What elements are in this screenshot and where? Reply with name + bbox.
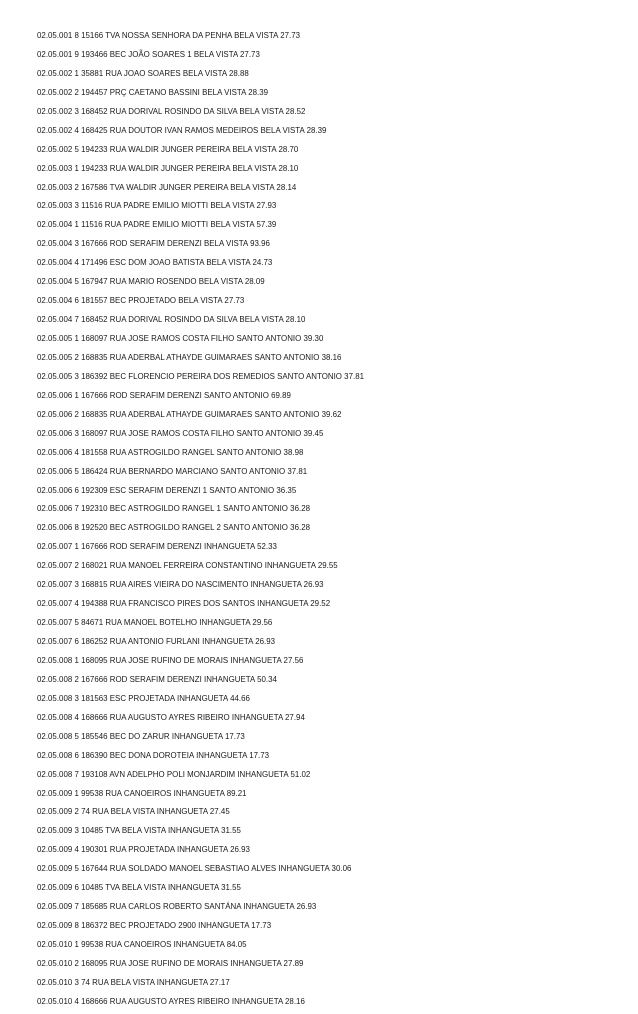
record-line: 02.05.010 2 168095 RUA JOSE RUFINO DE MORAIS INHANGUETA 27.89 [37,958,304,968]
record-line: 02.05.007 2 168021 RUA MANOEL FERREIRA CONSTANTINO INHANGUETA 29.55 [37,561,338,571]
record-line: 02.05.008 7 193108 AVN ADELPHO POLI MONJARDIM INHANGUETA 51.02 [37,769,311,779]
record-line: 02.05.009 2 74 RUA BELA VISTA INHANGUETA 27.45 [37,807,230,817]
record-line: 02.05.007 6 186252 RUA ANTONIO FURLANI INHANGUETA 26.93 [37,637,276,646]
record-line: 02.05.008 2 167666 ROD SERAFIM DERENZI INHANGUETA 50.34 [37,674,277,684]
record-line: 02.05.006 5 186424 RUA BERNARDO MARCIANO SANTO ANTONIO 37.81 [37,466,308,476]
record-line: 02.05.007 1 167666 ROD SERAFIM DERENZI INHANGUETA 52.33 [37,542,277,552]
record-line: 02.05.006 8 192520 BEC ASTROGILDO RANGEL 2 SANTO ANTONIO 36.28 [37,523,311,533]
record-line: 02.05.008 4 168666 RUA AUGUSTO AYRES RIBEIRO INHANGUETA 27.94 [37,712,305,722]
record-line: 02.05.006 4 181558 RUA ASTROGILDO RANGEL SANTO ANTONIO 38.98 [37,447,304,457]
record-line: 02.05.002 3 168452 RUA DORIVAL ROSINDO DA SILVA BELA VISTA 28.52 [37,106,306,116]
record-line: 02.05.004 5 167947 RUA MARIO ROSENDO BELA VISTA 28.09 [37,277,265,287]
record-line: 02.05.006 7 192310 BEC ASTROGILDO RANGEL 1 SANTO ANTONIO 36.28 [37,504,311,514]
record-line: 02.05.007 4 194388 RUA FRANCISCO PIRES DOS SANTOS INHANGUETA 29.52 [37,599,331,609]
record-line: 02.05.001 8 15166 TVA NOSSA SENHORA DA PENHA BELA VISTA 27.73 [37,31,301,40]
record-line: 02.05.004 3 167666 ROD SERAFIM DERENZI BELA VISTA 93.96 [37,239,270,249]
record-line: 02.05.005 1 168097 RUA JOSE RAMOS COSTA FILHO SANTO ANTONIO 39.30 [37,334,324,343]
record-line: 02.05.004 7 168452 RUA DORIVAL ROSINDO DA SILVA BELA VISTA 28.10 [37,315,306,325]
record-line: 02.05.008 3 181563 ESC PROJETADA INHANGUETA 44.66 [37,693,250,703]
record-line: 02.05.004 1 11516 RUA PADRE EMILIO MIOTTI BELA VISTA 57.39 [37,220,277,230]
record-list [37,29,364,1014]
record-line: 02.05.007 5 84671 RUA MANOEL BOTELHO INHANGUETA 29.56 [37,618,273,628]
record-line: 02.05.004 4 171496 ESC DOM JOAO BATISTA BELA VISTA 24.73 [37,258,273,268]
record-line: 02.05.009 5 167644 RUA SOLDADO MANOEL SEBASTIAO ALVES INHANGUETA 30.06 [37,864,352,874]
record-line: 02.05.001 9 193466 BEC JOÃO SOARES 1 BELA VISTA 27.73 [37,49,260,59]
record-line: 02.05.004 6 181557 BEC PROJETADO BELA VISTA 27.73 [37,296,245,306]
record-line: 02.05.006 3 168097 RUA JOSE RAMOS COSTA FILHO SANTO ANTONIO 39.45 [37,428,324,438]
record-line: 02.05.002 4 168425 RUA DOUTOR IVAN RAMOS MEDEIROS BELA VISTA 28.39 [37,125,327,135]
record-line: 02.05.009 1 99538 RUA CANOEIROS INHANGUETA 89.21 [37,788,247,798]
record-line: 02.05.010 3 74 RUA BELA VISTA INHANGUETA 27.17 [37,977,230,987]
record-line: 02.05.009 8 186372 BEC PROJETADO 2900 INHANGUETA 17.73 [37,921,272,931]
record-line: 02.05.006 2 168835 RUA ADERBAL ATHAYDE GUIMARAES SANTO ANTONIO 39.62 [37,409,342,419]
record-line: 02.05.003 1 194233 RUA WALDIR JUNGER PEREIRA BELA VISTA 28.10 [37,163,299,173]
record-line: 02.05.009 7 185685 RUA CARLOS ROBERTO SANTÁNA INHANGUETA 26.93 [37,902,317,912]
record-line: 02.05.005 3 186392 BEC FLORENCIO PEREIRA DOS REMEDIOS SANTO ANTONIO 37.81 [37,371,365,381]
record-line: 02.05.008 6 186390 BEC DONA DOROTEIA INHANGUETA 17.73 [37,750,270,760]
record-line: 02.05.007 3 168815 RUA AIRES VIEIRA DO NASCIMENTO INHANGUETA 26.93 [37,580,324,590]
record-line: 02.05.002 5 194233 RUA WALDIR JUNGER PEREIRA BELA VISTA 28.70 [37,144,299,154]
record-line: 02.05.010 4 168666 RUA AUGUSTO AYRES RIBEIRO INHANGUETA 28.16 [37,996,305,1006]
record-line: 02.05.009 6 10485 TVA BELA VISTA INHANGUETA 31.55 [37,883,241,893]
record-line: 02.05.010 1 99538 RUA CANOEIROS INHANGUETA 84.05 [37,940,247,949]
record-line: 02.05.009 3 10485 TVA BELA VISTA INHANGUETA 31.55 [37,826,241,836]
record-line: 02.05.009 4 190301 RUA PROJETADA INHANGUETA 26.93 [37,845,250,855]
record-line: 02.05.008 5 185546 BEC DO ZARUR INHANGUETA 17.73 [37,731,245,741]
record-line: 02.05.008 1 168095 RUA JOSE RUFINO DE MORAIS INHANGUETA 27.56 [37,655,304,665]
record-line: 02.05.003 3 11516 RUA PADRE EMILIO MIOTTI BELA VISTA 27.93 [37,201,277,211]
record-line: 02.05.002 1 35881 RUA JOAO SOARES BELA VISTA 28.88 [37,68,249,78]
record-line: 02.05.006 1 167666 ROD SERAFIM DERENZI SANTO ANTONIO 69.89 [37,390,291,400]
record-line: 02.05.005 2 168835 RUA ADERBAL ATHAYDE GUIMARAES SANTO ANTONIO 38.16 [37,352,342,362]
record-line: 02.05.006 6 192309 ESC SERAFIM DERENZI 1 SANTO ANTONIO 36.35 [37,485,297,495]
record-line: 02.05.002 2 194457 PRÇ CAETANO BASSINI BELA VISTA 28.39 [37,87,269,97]
record-line: 02.05.003 2 167586 TVA WALDIR JUNGER PEREIRA BELA VISTA 28.14 [37,182,297,192]
